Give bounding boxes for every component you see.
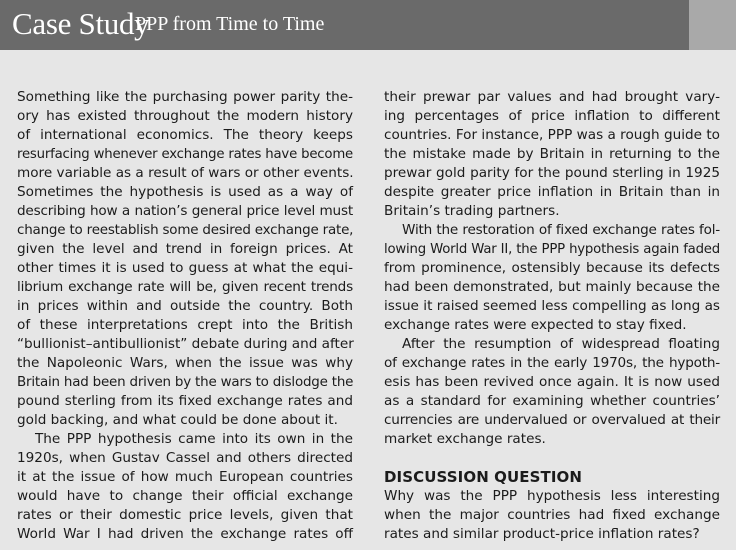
- text-line: the mistake made by Britain in returning to the: [384, 146, 720, 162]
- text-line: rates or their domestic price levels, given that: [17, 507, 353, 523]
- header-subtitle: PPP from Time to Time: [135, 13, 325, 35]
- text-line: issue it raised seemed less compelling as long as: [384, 298, 720, 314]
- text-line: ory has existed throughout the modern history: [17, 108, 353, 124]
- paragraph-start-line: The PPP hypothesis came into its own in the: [35, 431, 353, 447]
- header-title: Case Study: [12, 6, 150, 41]
- text-line: of exchange rates in the early 1970s, the hypoth-: [384, 355, 720, 371]
- text-line: librium exchange rate will be, given recent trends: [17, 279, 353, 295]
- paragraph-start-line: With the restoration of fixed exchange rates fol-: [402, 222, 720, 238]
- text-line: their prewar par values and had brought vary-: [384, 89, 720, 105]
- text-line: had been demonstrated, but mainly because the: [384, 279, 720, 295]
- text-line: in prices within and outside the country. Both: [17, 298, 353, 314]
- text-line: of these interpretations crept into the British: [17, 317, 353, 333]
- text-line: other times it is used to guess at what the equi-: [17, 260, 353, 276]
- left-column: [17, 88, 353, 544]
- text-line: exchange rates were expected to stay fixed.: [384, 317, 687, 333]
- text-line: more variable as a result of wars or other events.: [17, 165, 354, 181]
- text-line: the Napoleonic Wars, when the issue was why: [17, 355, 353, 371]
- text-line: change to reestablish some desired exchange rate,: [17, 222, 354, 238]
- text-line: despite greater price inflation in Britain than in: [384, 184, 720, 200]
- text-line: gold backing, and what could be done about it.: [17, 412, 338, 428]
- text-line: describing how a nation’s general price level must: [17, 203, 353, 219]
- text-line: Something like the purchasing power parity the-: [17, 89, 353, 105]
- text-line: it at the issue of how much European countries: [17, 469, 353, 485]
- text-line: esis has been revived once again. It is now used: [384, 374, 720, 390]
- text-line: World War I had driven the exchange rates off: [17, 526, 353, 542]
- paragraph-start-line: After the resumption of widespread floating: [402, 336, 720, 352]
- discussion-question-line: Why was the PPP hypothesis less interesting: [384, 488, 720, 504]
- discussion-question-line: rates and similar product-price inflation rates?: [384, 526, 700, 542]
- text-line: market exchange rates.: [384, 431, 546, 447]
- text-line: prewar gold parity for the pound sterling in 1925: [384, 165, 720, 181]
- text-line: Britain’s trading partners.: [384, 203, 560, 219]
- text-line: currencies are undervalued or overvalued at their: [384, 412, 720, 428]
- text-line: of international economics. The theory keeps: [17, 127, 353, 143]
- discussion-question-heading: DISCUSSION QUESTION: [384, 468, 583, 486]
- case-study-header: [0, 0, 689, 50]
- right-column: [384, 88, 720, 544]
- text-line: resurfacing whenever exchange rates have become: [17, 147, 353, 162]
- header-side-tab: [689, 0, 736, 50]
- text-line: given the level and trend in foreign prices. At: [17, 241, 353, 257]
- text-line: would have to change their official exchange: [17, 488, 353, 504]
- text-line: 1920s, when Gustav Cassel and others directed: [17, 450, 353, 466]
- text-line: as a standard for examining whether countries’: [384, 393, 720, 409]
- text-line: Britain had been driven by the wars to dislodge the: [17, 375, 354, 390]
- text-line: lowing World War II, the PPP hypothesis again faded: [384, 242, 720, 257]
- text-line: pound sterling from its fixed exchange rates and: [17, 393, 353, 409]
- discussion-question-line: when the major countries had fixed exchange: [384, 507, 720, 523]
- text-line: Sometimes the hypothesis is used as a way of: [17, 184, 353, 200]
- text-line: “bullionist–antibullionist” debate during and after: [17, 336, 354, 352]
- text-line: ing percentages of price inflation to different: [384, 108, 720, 124]
- text-line: countries. For instance, PPP was a rough guide to: [384, 127, 720, 143]
- text-line: from prominence, ostensibly because its defects: [384, 260, 720, 276]
